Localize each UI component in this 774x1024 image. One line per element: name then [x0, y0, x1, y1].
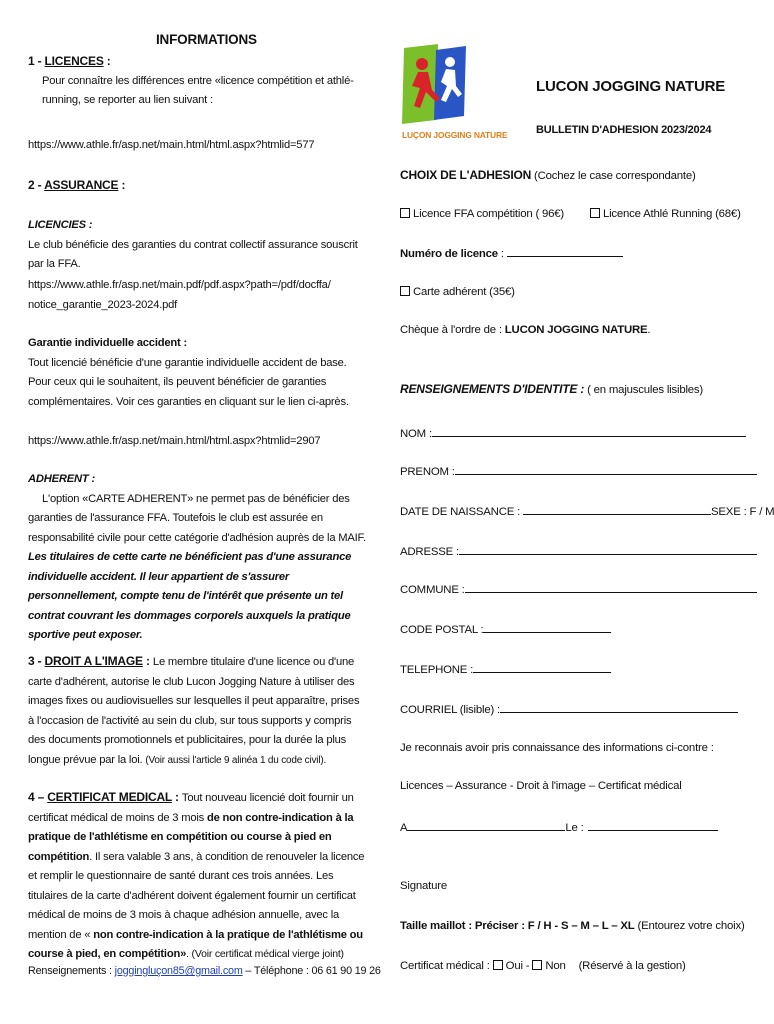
licences-heading: LICENCES — [44, 54, 104, 68]
taille-line — [400, 920, 752, 932]
le-field[interactable] — [588, 820, 718, 831]
adherent-label: ADHERENT : — [28, 473, 95, 485]
contact-phone: – Téléphone : 06 61 90 19 26 — [242, 965, 381, 977]
checkbox-carte[interactable] — [400, 286, 410, 296]
licencies-text: Le club bénéficie des garanties du contrat collectif assurance souscrit par la FFA. — [28, 238, 358, 270]
certificat-t3: . (Voir certificat médical vierge joint) — [186, 948, 344, 960]
naissance-field[interactable] — [523, 504, 711, 515]
droit-block — [28, 652, 368, 770]
numero-line — [400, 246, 752, 260]
certificat-heading: CERTIFICAT MEDICAL — [47, 790, 172, 804]
oui-label: Oui — [505, 960, 523, 972]
reconnais-text: Je reconnais avoir pris connaissance des informations ci-contre : — [400, 742, 714, 754]
prenom-line — [400, 464, 752, 478]
certif-line — [400, 960, 752, 972]
renseignements-label: RENSEIGNEMENTS D'IDENTITE : — [400, 382, 585, 396]
choix-hint: (Cochez le case correspondante) — [531, 170, 696, 182]
options-line — [400, 208, 752, 220]
assurance-heading: ASSURANCE — [44, 178, 119, 192]
adherent-text: L'option «CARTE ADHERENT» ne permet pas de bénéficier des garanties de l'assurance FFA. Toutefois le club est assurée en responsabilité civile pour cette catégorie d'adhésion auprès de la MAIF. — [28, 492, 366, 544]
certif-label: Certificat médical : — [400, 960, 493, 972]
logo-text: LUÇON JOGGING NATURE — [402, 130, 508, 140]
bulletin-title: BULLETIN D'ADHESION 2023/2024 — [536, 124, 712, 136]
checkbox-running[interactable] — [590, 208, 600, 218]
assurance-url1-line1[interactable]: https://www.athle.fr/asp.net/main.pdf/pdf.aspx?path=/pdf/docffa/ — [28, 279, 331, 291]
droit-number: 3 - — [28, 654, 45, 668]
le-label: Le : — [565, 822, 584, 834]
certificat-block — [28, 788, 368, 965]
code-postal-line — [400, 622, 752, 636]
numero-field[interactable] — [507, 246, 623, 257]
cheque-name: LUCON JOGGING NATURE — [504, 324, 648, 336]
assurance-heading-line — [28, 176, 368, 196]
licences-text: Pour connaître les différences entre «licence compétition et athlé-running, se reporter au lien suivant : — [42, 74, 354, 106]
courriel-field[interactable] — [500, 702, 738, 713]
assurance-number: 2 - — [28, 178, 45, 192]
renseignements-hint: ( en majuscules lisibles) — [584, 384, 704, 396]
adresse-label: ADRESSE : — [400, 546, 459, 558]
prenom-label: PRENOM : — [400, 466, 455, 478]
droit-text: Le membre titulaire d'une licence ou d'une carte d'adhérent, autorise le club Lucon Jogging Nature à utiliser des images fixes ou audiovisuelles sur lesquelles il peut apparaître, prises à l'occasion de l'activité au sein du club, sur tous supports y compris des documents promotionnels et publicitaires, pour la durée la plus longue prévue par la loi. — [28, 656, 360, 766]
licencies-label: LICENCIES : — [28, 219, 93, 231]
option-ffa-label: Licence FFA compétition ( 96€) — [413, 208, 565, 220]
licencies-block — [28, 216, 368, 275]
taille-label: Taille maillot : Préciser : F / H - S – M – L – XL — [400, 920, 635, 932]
contact-email-link[interactable]: joggingluçon85@gmail.com — [114, 965, 243, 977]
telephone-label: TELEPHONE : — [400, 664, 474, 676]
cheque-line — [400, 324, 752, 336]
contact-label: Renseignements : — [28, 965, 115, 977]
licences-number: 1 - — [28, 54, 45, 68]
option-running-label: Licence Athlé Running (68€) — [602, 208, 741, 220]
club-name: LUCON JOGGING NATURE — [536, 78, 726, 95]
taille-hint: (Entourez votre choix) — [634, 920, 745, 932]
nom-field[interactable] — [432, 426, 746, 437]
checkbox-non[interactable] — [532, 960, 542, 970]
code-postal-label: CODE POSTAL : — [400, 624, 484, 636]
droit-small: (Voir aussi l'article 9 alinéa 1 du code civil). — [145, 754, 327, 766]
certif-sep: - — [522, 960, 533, 972]
carte-line — [400, 286, 752, 298]
commune-field[interactable] — [465, 582, 757, 593]
a-field[interactable] — [407, 820, 565, 831]
licences-colon: : — [103, 54, 111, 68]
club-logo — [400, 42, 508, 142]
certificat-b1: de non contre-indication à la pratique de l'athlétisme en compétition ou course à pied en compétition — [28, 811, 354, 863]
choix-label: CHOIX DE L'ADHESION — [400, 168, 532, 182]
garantie-block — [28, 334, 368, 412]
courriel-label: COURRIEL (lisible) : — [400, 704, 501, 716]
numero-sep: : — [497, 248, 507, 260]
certificat-b2: non contre-indication à la pratique de l'athlétisme ou course à pied, en compétition» — [28, 928, 363, 960]
certificat-colon: : — [171, 790, 182, 804]
checkbox-oui[interactable] — [493, 960, 503, 970]
garantie-label: Garantie individuelle accident : — [28, 337, 187, 349]
assurance-colon: : — [118, 178, 126, 192]
adherent-block — [28, 470, 368, 646]
numero-label: Numéro de licence — [400, 248, 498, 260]
courriel-line — [400, 702, 752, 716]
telephone-line — [400, 662, 752, 676]
choix-line — [400, 168, 752, 182]
renseignements-line — [400, 382, 752, 396]
signature-label: Signature — [400, 880, 447, 892]
telephone-field[interactable] — [473, 662, 611, 673]
prenom-field[interactable] — [455, 464, 757, 475]
nom-line — [400, 426, 752, 440]
certificat-t1: Tout nouveau licencié doit fournir un certificat médical de moins de 3 mois — [28, 792, 354, 824]
assurance-url1-line2[interactable]: notice_garantie_2023-2024.pdf — [28, 298, 178, 311]
informations-title: INFORMATIONS — [156, 32, 257, 47]
reserve-label: (Réservé à la gestion) — [578, 960, 686, 972]
non-label: Non — [545, 960, 566, 972]
assurance-url2[interactable]: https://www.athle.fr/asp.net/main.html/html.aspx?htmlid=2907 — [28, 435, 321, 447]
option-carte-label: Carte adhérent (35€) — [413, 286, 515, 298]
naissance-label: DATE DE NAISSANCE : — [400, 506, 524, 518]
licences-url[interactable]: https://www.athle.fr/asp.net/main.html/html.aspx?htmlid=577 — [28, 139, 315, 151]
code-postal-field[interactable] — [483, 622, 611, 633]
sexe-label: SEXE : F / M — [711, 506, 774, 518]
lieu-date-line — [400, 820, 752, 834]
droit-colon: : — [142, 654, 153, 668]
adresse-line — [400, 544, 752, 558]
certificat-number: 4 – — [28, 790, 48, 804]
adherent-bold: Les titulaires de cette carte ne bénéficient pas d'une assurance individuelle accident. Il leur appartient de s'assurer personnellement, compte tenu de l'intérêt que présente un tel contrat couvrant les dommages corporels auxquels la pratique sportive peut exposer. — [28, 551, 352, 641]
adresse-field[interactable] — [459, 544, 757, 555]
cheque-dot: . — [647, 324, 651, 336]
assurance-url1[interactable] — [28, 276, 368, 315]
a-label: A — [400, 822, 408, 834]
licences-section — [28, 52, 368, 111]
naissance-line — [400, 504, 774, 518]
droit-heading: DROIT A L'IMAGE — [44, 654, 143, 668]
contact-line — [28, 962, 381, 982]
nom-label: NOM : — [400, 428, 432, 440]
cheque-label: Chèque à l'ordre de : — [400, 324, 505, 336]
checkbox-ffa[interactable] — [400, 208, 410, 218]
certificat-t2: . Il sera valable 3 ans, à condition de renouveler la licence et remplir le questionnaire de santé durant ces trois années. Les titulaires de la carte d'adhérent doivent également fournir un certificat médical de moins de 3 mois à chaque adhésion annuelle, avec la mention de « — [28, 850, 365, 941]
liste-text: Licences – Assurance - Droit à l'image – Certificat médical — [400, 780, 682, 792]
commune-label: COMMUNE : — [400, 584, 465, 596]
commune-line — [400, 582, 752, 596]
garantie-text: Tout licencié bénéficie d'une garantie individuelle accident de base. Pour ceux qui le souhaitent, ils peuvent bénéficier de garanties complémentaires. Voir ces garanties en cliquant sur le lien ci-après. — [28, 356, 349, 408]
